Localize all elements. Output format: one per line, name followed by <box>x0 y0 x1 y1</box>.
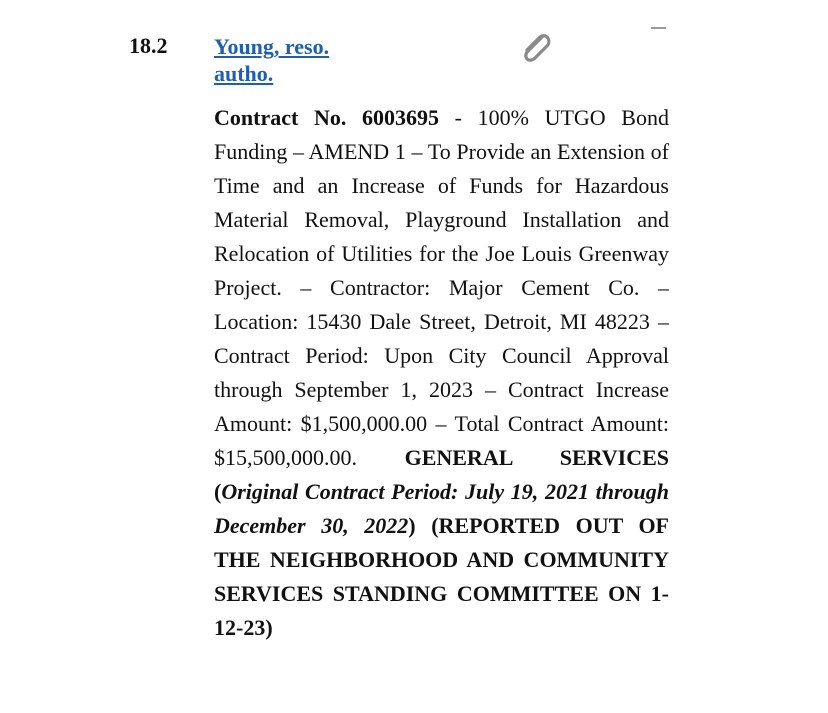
original-contract-period: Original Contract Period: July 19, 2021 through December 30, 2022 <box>214 479 669 538</box>
sponsor-link-line-2[interactable]: autho. <box>214 61 274 86</box>
committee-report-note: (REPORTED OUT OF THE NEIGHBORHOOD AND COMMUNITY SERVICES STANDING COMMITTEE ON 1-12-23) <box>214 513 669 640</box>
original-period-close: ) <box>408 513 416 538</box>
department-name: GENERAL SERVICES <box>404 445 670 470</box>
original-period-open: ( <box>214 479 222 504</box>
item-number: 18.2 <box>129 33 168 58</box>
sponsor-link-line-1[interactable]: Young, reso. <box>214 34 330 59</box>
corner-mark <box>651 27 666 29</box>
sponsor-link[interactable] <box>214 33 384 87</box>
contract-description <box>214 101 669 645</box>
contract-details: - 100% UTGO Bond Funding – AMEND 1 – To Provide an Extension of Time and an Increase of Funds for Hazardous Material Removal, Playground Installation and Relocation of Utilities for the Joe Louis Greenway Project. – Contractor: Major Cement Co. – Location: 15430 Dale Street, Detroit, MI 48223 – Contract Period: Upon City Council Approval through September 1, 2023 – Contract Increase Amount: $1,500,000.00 – Total Contract Amount: $15,500,000.00. <box>214 105 669 470</box>
paperclip-icon[interactable] <box>517 27 555 67</box>
contract-number: Contract No. 6003695 <box>214 105 439 130</box>
